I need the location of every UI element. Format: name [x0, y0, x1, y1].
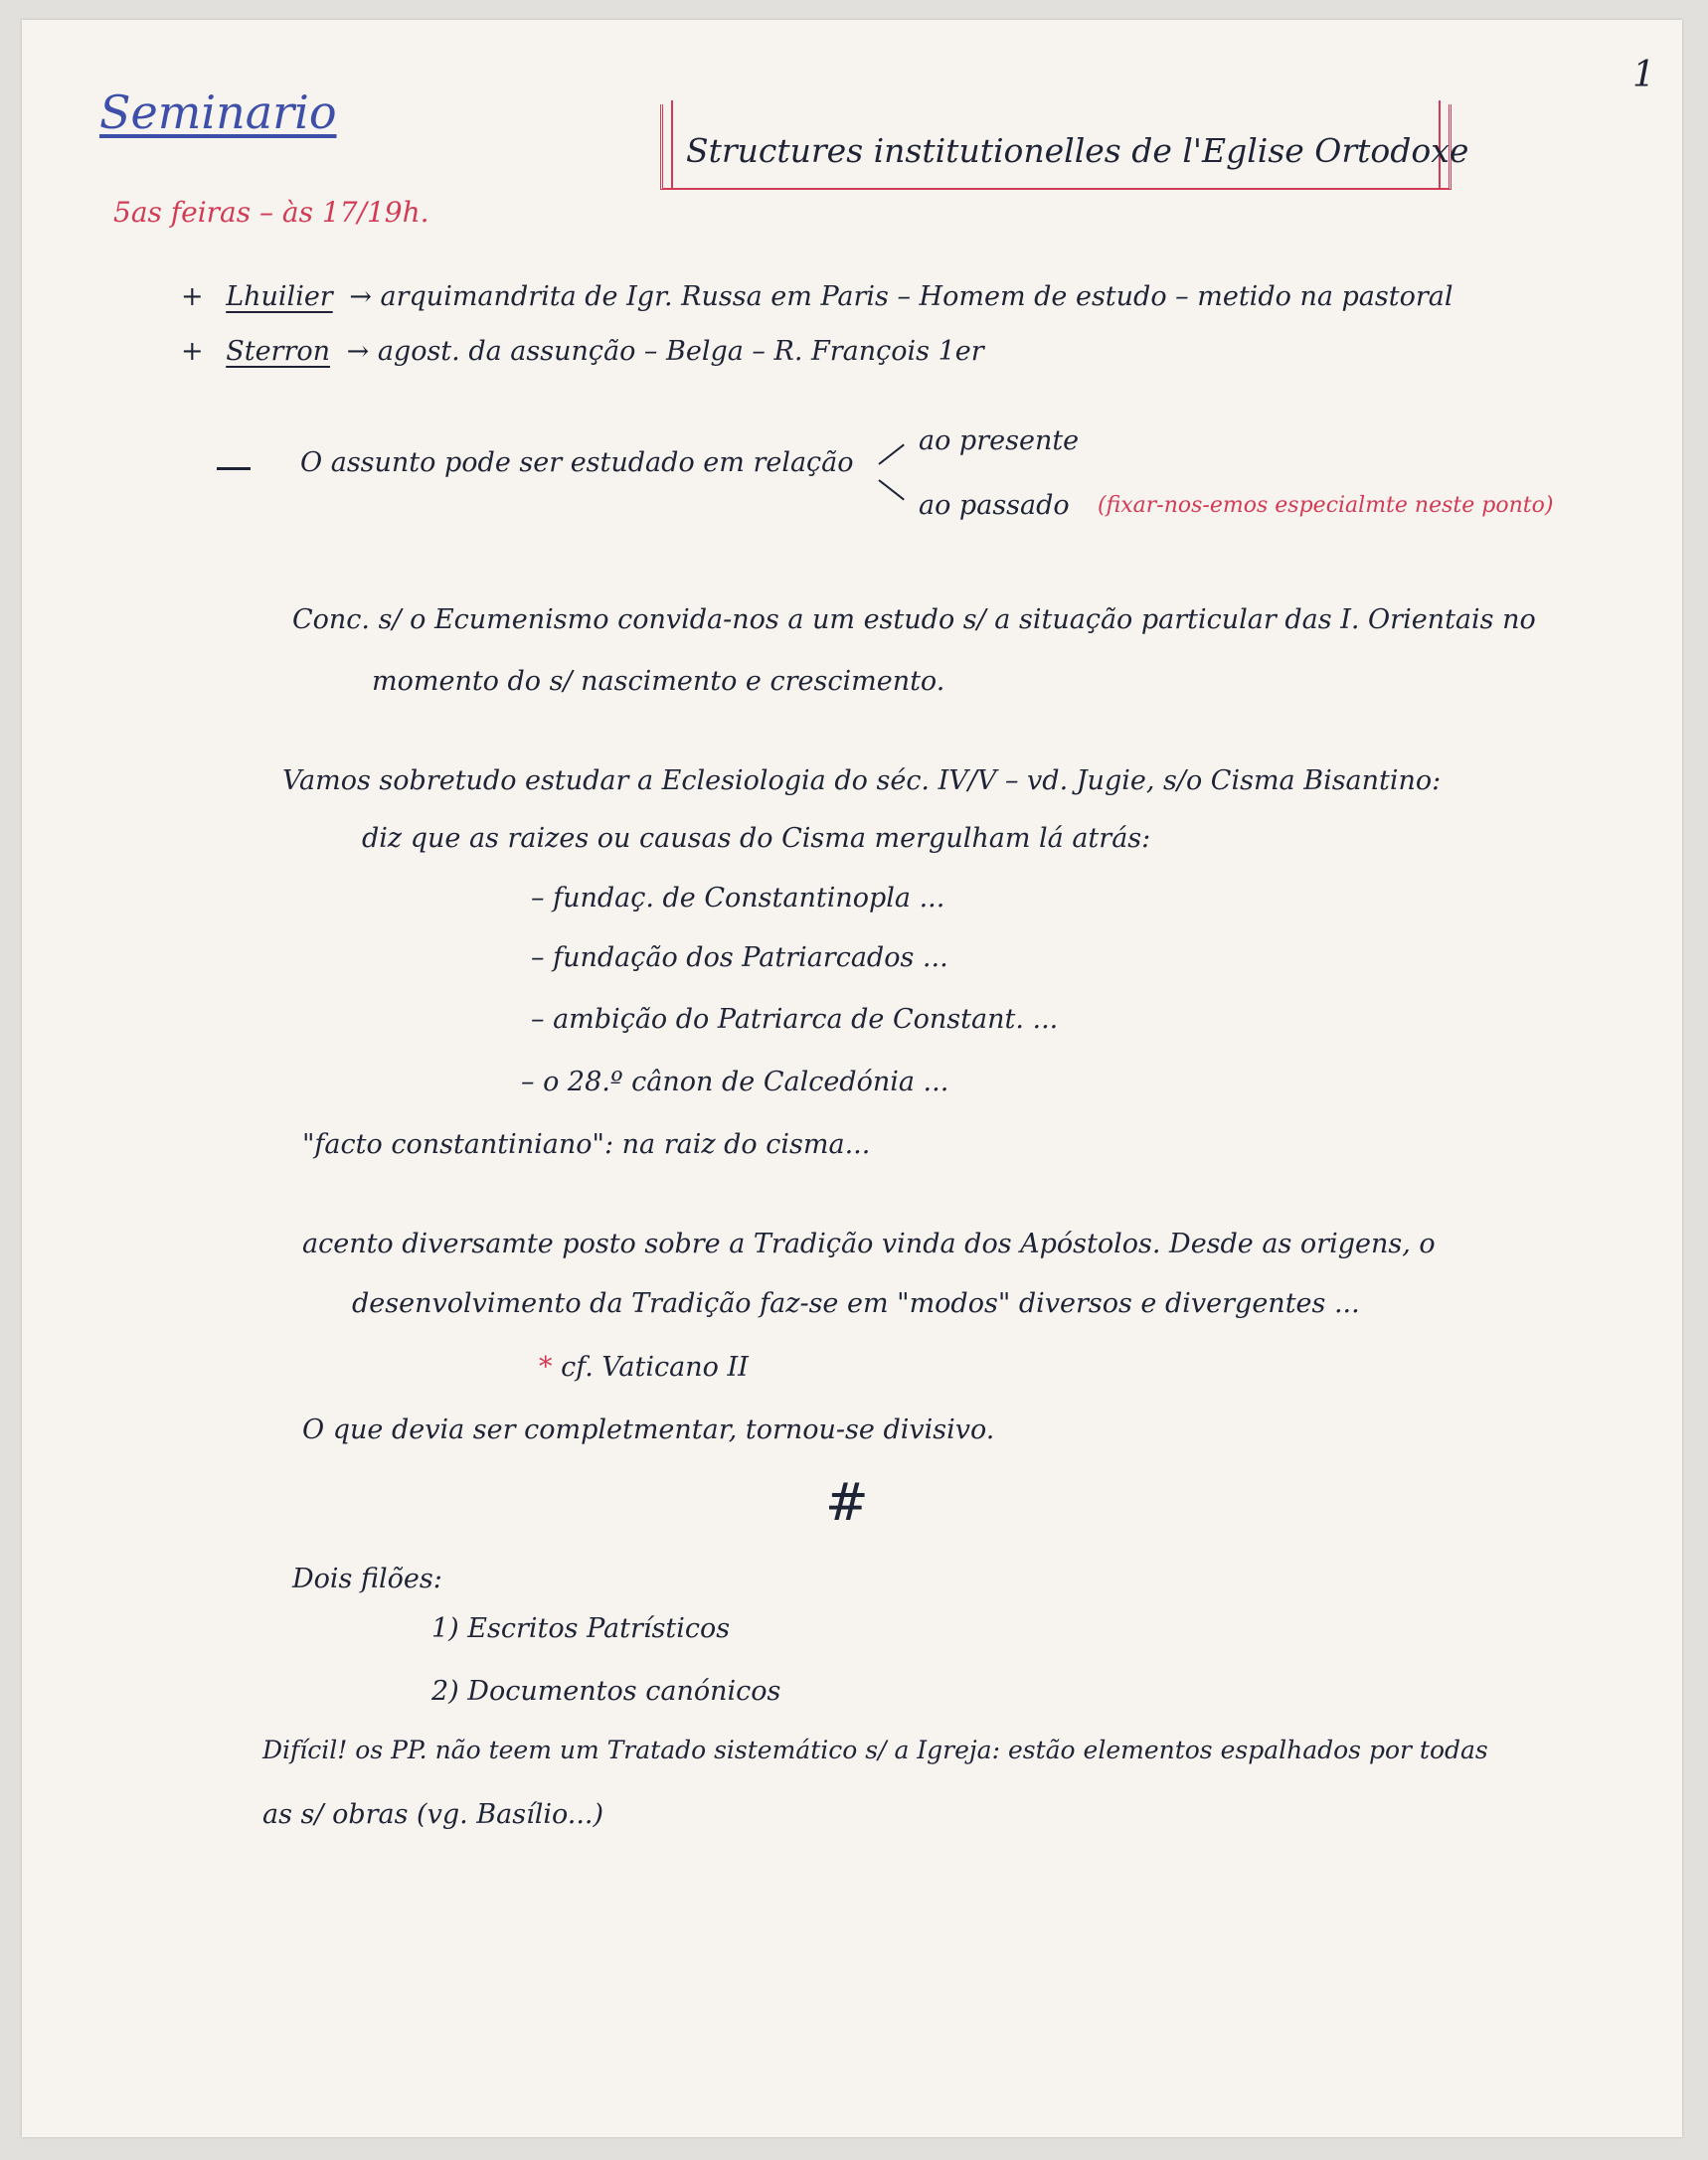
body-line-acento-b: desenvolvimento da Tradição faz-se em "modos" diversos e divergentes ...	[352, 1288, 1360, 1319]
body-line-conc-a: Conc. s/ o Ecumenismo convida-nos a um estudo s/ a situação particular das I. Orientais no	[292, 604, 1536, 635]
body-line-acento-a: acento diversamte posto sobre a Tradição vinda dos Apóstolos. Desde as origens, o	[302, 1229, 1436, 1259]
schedule-note: 5as feiras – às 17/19h.	[113, 196, 429, 229]
branch-up-stroke	[878, 444, 904, 465]
body-line-vamos-b: diz que as raizes ou causas do Cisma mergulham lá atrás:	[362, 823, 1151, 854]
branch-past: ao passado	[919, 490, 1070, 521]
star-note-row	[539, 1354, 749, 1381]
branch-note: (fixar-nos-emos especialmte neste ponto)	[1098, 493, 1554, 518]
body-line-vamos-a: Vamos sobretudo estudar a Eclesiologia do séc. IV/V – vd. Jugie, s/o Cisma Bisantino:	[282, 765, 1442, 796]
asterisk-mark: *	[539, 1352, 553, 1383]
list-item: – o 28.º cânon de Calcedónia ...	[521, 1067, 949, 1097]
filao-item: 1) Escritos Patrísticos	[431, 1613, 731, 1644]
body-line-devia: O que devia ser completmentar, tornou-se divisivo.	[302, 1414, 995, 1445]
person-desc: → agost. da assunção – Belga – R. François 1er	[346, 336, 984, 367]
body-line-conc-b: momento do s/ nascimento e crescimento.	[372, 666, 945, 697]
dois-filoes-label: Dois filões:	[292, 1564, 442, 1594]
list-item: – fundaç. de Constantinopla ...	[531, 883, 945, 914]
body-line-assunto: O assunto pode ser estudado em relação	[300, 447, 854, 478]
list-item: – fundação dos Patriarcados ...	[531, 942, 948, 973]
person-row-2	[181, 338, 984, 365]
branch-present: ao presente	[919, 425, 1080, 456]
plus-bullet: +	[181, 281, 204, 312]
page-number: 1	[1632, 55, 1655, 95]
person-name: Lhuilier	[226, 281, 333, 312]
seminario-heading: Seminario	[99, 85, 337, 139]
body-line-dificil-a: Difícil! os PP. não teem um Tratado sistemático s/ a Igreja: estão elementos espalhados por todas	[262, 1736, 1488, 1764]
branch-down-stroke	[878, 479, 904, 500]
course-title: Structures institutionelles de l'Eglise Ortodoxe	[686, 131, 1469, 170]
section-separator-mark: #	[825, 1473, 869, 1533]
person-name: Sterron	[226, 336, 331, 367]
body-line-facto: "facto constantiniano": na raiz do cisma...	[302, 1129, 871, 1160]
manuscript-page	[22, 20, 1682, 2137]
plus-bullet: +	[181, 336, 204, 367]
person-desc: → arquimandrita de Igr. Russa em Paris – Homem de estudo – metido na pastoral	[349, 281, 1453, 312]
person-row-1	[181, 283, 1453, 310]
star-note: cf. Vaticano II	[561, 1352, 749, 1383]
list-item: – ambição do Patriarca de Constant. ...	[531, 1004, 1059, 1035]
dash-mark	[217, 467, 251, 470]
body-line-dificil-b: as s/ obras (vg. Basílio...)	[262, 1799, 604, 1830]
filao-item: 2) Documentos canónicos	[431, 1676, 781, 1707]
